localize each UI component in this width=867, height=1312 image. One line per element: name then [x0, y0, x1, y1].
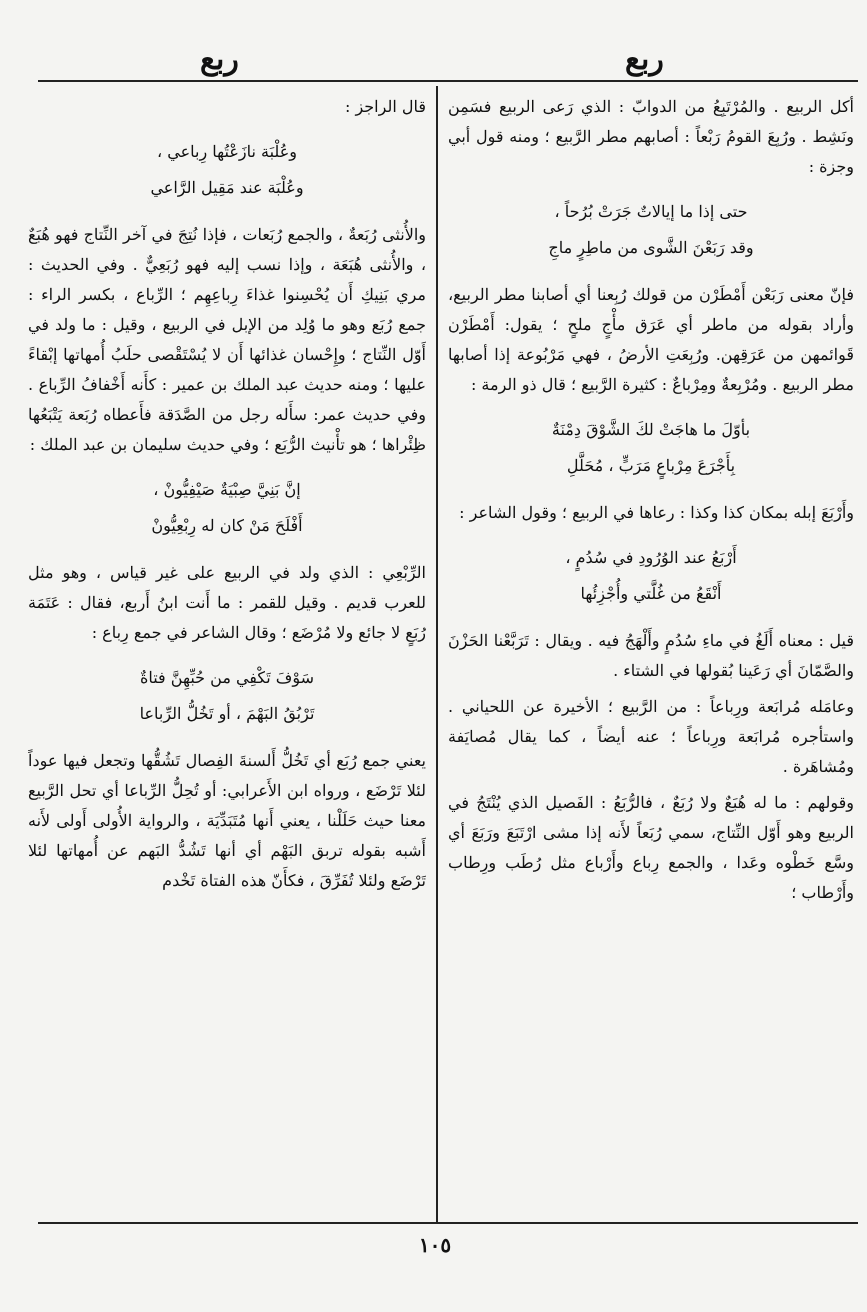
entry-paragraph: قال الراجز : — [344, 97, 426, 116]
header-word-right: ربع — [625, 42, 664, 77]
verse-line: بأوّلَ ما هاجَتْ لكَ الشَّوْقَ دِمْنَةٌ — [551, 420, 751, 439]
entry-paragraph: قيل : معناه أَلَغُ في ماءِ سُدُمٍ وأَلْهَجُ فيه . ويقال : تَرَبَّعْنا الحَزْنَ والصَّمّانَ أي رَعَينا بُقولها في الشتاء . — [448, 631, 854, 680]
verse-line: بِأَجْرَعَ مِرْباعٍ مَرَبٍّ ، مُحَلَّلِ — [566, 456, 736, 475]
verse-line: إنَّ بَنِيَّ صِبْيَةٌ صَيْفِيُّونْ ، — [153, 480, 301, 499]
verse-line: أَنْقَعُ من غُلَّتي وأُجْزِئُها — [580, 584, 722, 603]
top-rule — [38, 80, 858, 82]
verse — [28, 472, 426, 544]
verse-line: سَوْفَ تَكْفِي من حُبِّهِنَّ فتاةٌ — [139, 668, 315, 687]
verse — [448, 540, 854, 612]
header-word-left: ربع — [200, 42, 239, 77]
verse — [448, 412, 854, 484]
left-column — [28, 92, 426, 1217]
entry-paragraph: وقولهم : ما له هُبَعٌ ولا رُبَعٌ ، فالرُّبَعُ : الفَصيل الذي يُنْتَجُ في الربيع وهو أَوّل النِّتاج، سمي رُبَعاً لأَنه إذا مشى ارْتَبَعَ ورَبَعَ أي وسَّع خَطْوه وعَدا ، والجمع رِباع وأَرْباع مثل رُطَب ورِطاب وأَرْطاب ؛ — [448, 793, 854, 902]
verse-line: وعُلْبَة عند مَقِيل الرَّاعي — [150, 178, 304, 197]
entry-paragraph: وعامَله مُرابَعة ورِباعاً : من الرَّبيع ؛ الأخيرة عن اللحياني . واستأجره مُرابَعة ورِباعاً ؛ عنه أيضاً ، كما يقال مُصايَفة ومُشاهَرة . — [448, 697, 854, 776]
entry-paragraph: أكل الربيع . والمُرْتَبِعُ من الدوابّ : الذي رَعى الربيع فسَمِن ونَشِط . ورُبِعَ القومُ رَبْعاً : أصابهم مطر الرَّبيع ؛ ومنه قول أبي وجزة : — [448, 97, 854, 176]
entry-paragraph: فإنّ معنى رَبَعْن أَمْطَرْن من قولك رُبِعنا أي أصابنا مطر الربيع، وأراد بقوله من ماطر أي عَرَق مأْجٍ ملحٍ ؛ يقول: أَمْطَرْن قَوائمهن من عَرَقِهن. ورُبِعَتِ الأرضُ ، فهي مَرْبُوعة إذا أصابها مطر الربيع . ومُرْبِعةٌ ومِرْباعٌ : كثيرة الرَّبيع ؛ قال ذو الرمة : — [448, 285, 854, 394]
verse-line: أَرْبَعُ عند الوُرُودِ في سُدُمٍ ، — [565, 548, 737, 567]
verse — [28, 660, 426, 732]
entry-paragraph: الرِّبْعِي : الذي ولد في الربيع على غير قياس ، وهو مثل للعرب قديم . وقيل للقمر : ما أَنت ابنُ أَربع، فقال : عَتَمَة رُبَعٍ لا جائع ولا مُرْضَع ؛ وقال الشاعر في جمع رِباع : — [28, 563, 426, 642]
verse-line: وقد رَبَعْنَ الشَّوى من ماطِرٍ ماجِ — [548, 238, 754, 257]
verse — [28, 134, 426, 206]
verse-line: وعُلْبَة نازَعْتُها رِباعي ، — [156, 142, 297, 161]
entry-paragraph: يعني جمع رُبَع أي تَخُلُّ أَلسنةَ الفِصال تَشُقُّها وتجعل فيها عوداً لئلا تَرْضَع ، ورواه ابن الأَعرابي: أو تُحِلُّ الرِّباعا أي تحل الرَّبيع معنا حيث حَلَلْنا ، يعني أَنها مُتَبَدِّيَة ، والرواية الأُولى أَولى لأَنه أَشبه بقوله تربق البَهْم أي أنها تَشُدُّ البَهم عن أُمهاتها لئلا تَرْضَع ولئلا تُفَرِّقَ ، فكأَنّ هذه الفتاة تَخْدم — [28, 751, 426, 890]
entry-paragraph: والأُنثى رُبَعةٌ ، والجمع رُبَعات ، فإذا نُتِجَ في آخر النِّتاج فهو هُبَعٌ ، والأُنثى هُبَعَة ، وإذا نسب إليه فهو رُبَعِيٌّ . وفي الحديث : مري بَنِيكِ أَن يُحْسِنوا غذاءَ رِباعِهِم ؛ الرِّباع ، بكسر الراء : جمع رُبَع وهو ما وُلِد من الإبل في الربيع ، وقيل : ما ولد في أَوّل النِّتاج ؛ وإِحْسان غذائها أَن لا يُسْتَقْصى حلَبُ أُمهاتها إبْقاءً عليها ؛ ومنه حديث عبد الملك بن عمير : كأَنه أَخْفافُ الرِّباع . وفي حديث عمر: سأَله رجل من الصَّدَقة فأَعطاه رُبَعة يَتْبَعُها ظِئْراها ؛ هو تأْنيث الرُّبَع ؛ وفي حديث سليمان بن عبد الملك : — [28, 225, 426, 454]
verse-line: أَفْلَحَ مَنْ كان له رِبْعِيُّونْ — [151, 516, 303, 535]
bottom-rule — [38, 1222, 858, 1224]
right-column — [448, 92, 854, 1217]
entry-paragraph: وأَرْبَعَ إبله بمكان كذا وكذا : رعاها في الربيع ؛ وقول الشاعر : — [459, 503, 854, 522]
column-divider — [436, 86, 438, 1222]
page-number: ١٠٥ — [418, 1233, 452, 1257]
verse-line: تَرْبُقُ البَهْمَ ، أو تَخُلُّ الرِّباعا — [139, 704, 315, 723]
verse-line: حتى إذا ما إيالاتٌ جَرَتْ بُرُحاً ، — [554, 202, 748, 221]
verse — [448, 194, 854, 266]
